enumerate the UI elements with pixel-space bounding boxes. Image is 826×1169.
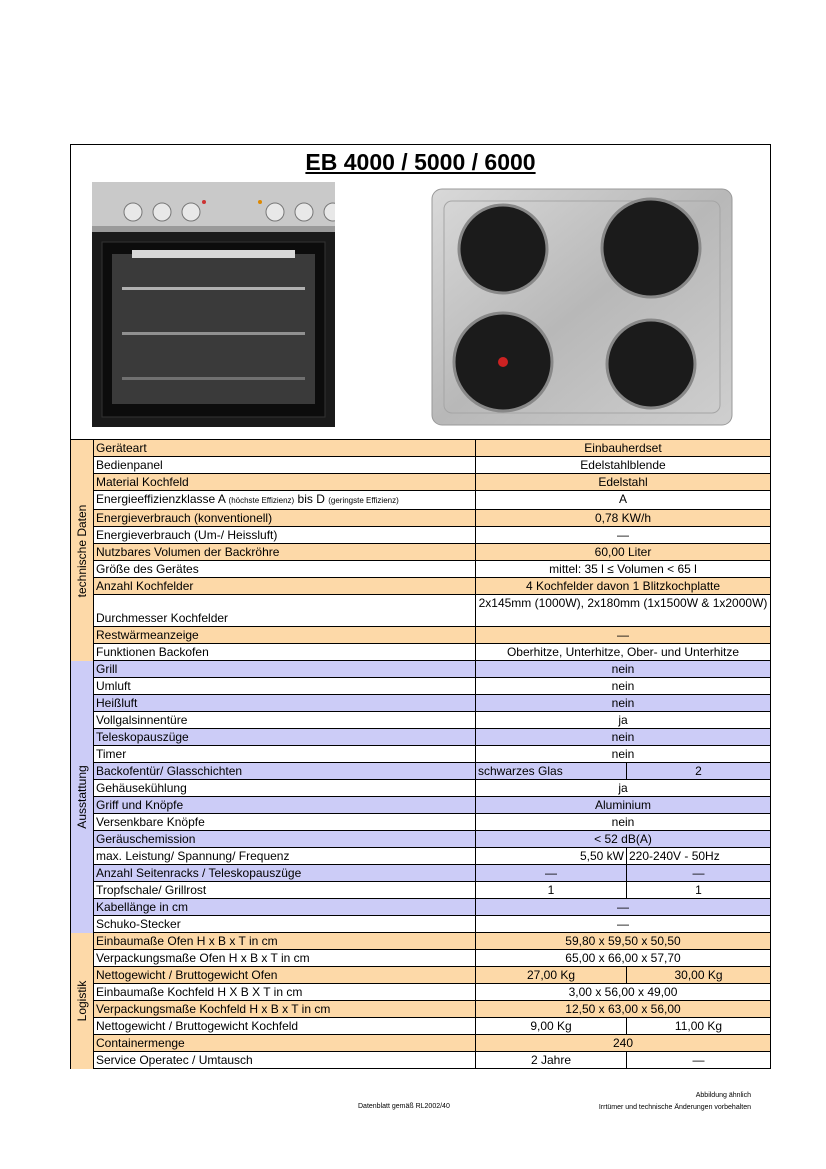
table-row <box>94 848 770 865</box>
section-logistics <box>70 933 770 1069</box>
row-value-secondary: 1 <box>695 883 702 897</box>
oven-image <box>92 182 335 427</box>
title-area <box>71 145 770 440</box>
row-label: Heißluft <box>94 695 476 711</box>
row-value-split <box>476 848 770 864</box>
row-label: Kabellänge in cm <box>94 899 476 915</box>
row-label: Funktionen Backofen <box>94 644 476 660</box>
row-value: < 52 dB(A) <box>594 832 652 846</box>
section-equipment <box>70 661 770 933</box>
row-label: Durchmesser Kochfelder <box>94 595 476 626</box>
row-value: 59,80 x 59,50 x 50,50 <box>565 934 681 948</box>
row-label: Nettogewicht / Bruttogewicht Kochfeld <box>94 1018 476 1034</box>
row-value: mittel: 35 l ≤ Volumen < 65 l <box>549 562 697 576</box>
row-value-split <box>476 1018 770 1034</box>
row-value-primary: 27,00 Kg <box>476 967 627 983</box>
row-label <box>94 491 476 509</box>
table-row <box>94 899 770 916</box>
row-value: nein <box>611 815 635 829</box>
row-value: 240 <box>612 1036 634 1050</box>
row-label: Größe des Gerätes <box>94 561 476 577</box>
row-label: Timer <box>94 746 476 762</box>
table-row <box>94 544 770 561</box>
section-label-logistics <box>71 933 94 1069</box>
table-row <box>94 561 770 578</box>
table-row <box>94 780 770 797</box>
row-value-primary: 2 Jahre <box>476 1052 627 1068</box>
section-label-technical <box>71 440 94 661</box>
table-row <box>94 627 770 644</box>
row-label: Material Kochfeld <box>94 474 476 490</box>
table-row <box>94 1035 770 1052</box>
row-label: Verpackungsmaße Ofen H x B x T in cm <box>94 950 476 966</box>
row-label: Anzahl Seitenracks / Teleskopauszüge <box>94 865 476 881</box>
row-value: ja <box>618 713 628 727</box>
table-row <box>94 595 770 627</box>
row-label: Einbaumaße Kochfeld H X B X T in cm <box>94 984 476 1000</box>
row-label: Nutzbares Volumen der Backröhre <box>94 544 476 560</box>
row-value-primary: 5,50 kW <box>476 848 627 864</box>
row-value: Einbauherdset <box>584 441 662 455</box>
table-row <box>94 510 770 527</box>
row-value: nein <box>611 662 635 676</box>
table-row <box>94 644 770 661</box>
row-value: — <box>617 917 629 931</box>
table-row <box>94 882 770 899</box>
row-label: Energieverbrauch (konventionell) <box>94 510 476 526</box>
row-label: Verpackungsmaße Kochfeld H x B x T in cm <box>94 1001 476 1017</box>
row-label: Energieverbrauch (Um-/ Heissluft) <box>94 527 476 543</box>
row-value: — <box>617 900 629 914</box>
row-label: Umluft <box>94 678 476 694</box>
table-row <box>94 440 770 457</box>
row-value-split <box>476 882 770 898</box>
row-value: Edelstahlblende <box>580 458 666 472</box>
row-value: A <box>618 492 627 506</box>
row-label: Containermenge <box>94 1035 476 1051</box>
row-value-secondary: 2 <box>695 764 702 778</box>
hob-image <box>430 187 734 427</box>
row-label-part: bis D <box>294 492 329 506</box>
row-value-secondary: — <box>692 866 705 880</box>
row-value: nein <box>611 747 635 761</box>
row-label: Einbaumaße Ofen H x B x T in cm <box>94 933 476 949</box>
section-label-text: Ausstattung <box>75 765 89 829</box>
row-label: Backofentür/ Glasschichten <box>94 763 476 779</box>
table-row <box>94 814 770 831</box>
row-label: Griff und Knöpfe <box>94 797 476 813</box>
table-row <box>94 950 770 967</box>
row-value: 0,78 KW/h <box>594 511 652 525</box>
datasheet <box>70 144 771 1069</box>
table-row <box>94 712 770 729</box>
row-value-secondary: — <box>692 1053 705 1067</box>
section-label-equipment <box>71 661 94 933</box>
row-value: 60,00 Liter <box>594 545 652 559</box>
table-row <box>94 678 770 695</box>
section-label-text: technische Daten <box>75 504 89 597</box>
row-value-split <box>476 865 770 881</box>
row-value-primary: 1 <box>476 882 627 898</box>
row-label: Bedienpanel <box>94 457 476 473</box>
table-row <box>94 916 770 933</box>
row-label: Tropfschale/ Grillrost <box>94 882 476 898</box>
row-value: ja <box>618 781 628 795</box>
table-row <box>94 746 770 763</box>
table-row <box>94 661 770 678</box>
row-value-secondary: 11,00 Kg <box>674 1019 723 1033</box>
table-row <box>94 695 770 712</box>
row-label: Grill <box>94 661 476 677</box>
row-label-part: (höchste Effizienz) <box>228 496 295 505</box>
row-value: 4 Kochfelder davon 1 Blitzkochplatte <box>525 579 721 593</box>
row-value-secondary: 220-240V - 50Hz <box>629 849 720 863</box>
row-label: Vollgalsinnentüre <box>94 712 476 728</box>
row-value-primary: schwarzes Glas <box>476 763 627 779</box>
row-label: Service Operatec / Umtausch <box>94 1052 476 1068</box>
row-value-split <box>476 763 770 779</box>
row-value-secondary: 30,00 Kg <box>674 968 723 982</box>
page-title: EB 4000 / 5000 / 6000 <box>305 149 536 175</box>
row-label: max. Leistung/ Spannung/ Frequenz <box>94 848 476 864</box>
row-value: 65,00 x 66,00 x 57,70 <box>565 951 681 965</box>
table-row <box>94 578 770 595</box>
row-label: Geräteart <box>94 440 476 456</box>
row-value: nein <box>611 730 635 744</box>
row-value: 2x145mm (1000W), 2x180mm (1x1500W & 1x2000W) <box>478 596 768 610</box>
row-value: Oberhitze, Unterhitze, Ober- und Unterhitze <box>506 645 740 659</box>
table-row <box>94 763 770 780</box>
table-row <box>94 797 770 814</box>
row-value: nein <box>611 679 635 693</box>
table-row <box>94 984 770 1001</box>
row-value-primary: 9,00 Kg <box>476 1018 627 1034</box>
row-label: Restwärmeanzeige <box>94 627 476 643</box>
row-label-part: Energieeffizienzklasse A <box>96 492 229 506</box>
row-label-part: (geringste Effizienz) <box>328 496 399 505</box>
row-label: Gehäusekühlung <box>94 780 476 796</box>
row-value: 3,00 x 56,00 x 49,00 <box>568 985 678 999</box>
table-row <box>94 457 770 474</box>
row-label: Versenkbare Knöpfe <box>94 814 476 830</box>
table-row <box>94 967 770 984</box>
section-label-text: Logistik <box>75 980 89 1022</box>
table-row <box>94 933 770 950</box>
table-row <box>94 491 770 510</box>
table-row <box>94 831 770 848</box>
footer-disclaimer: Abbildung ähnlich Irrtümer und technische Änderungen vorbehalten <box>598 1092 751 1111</box>
table-row <box>94 865 770 882</box>
row-value-split <box>476 1052 770 1068</box>
row-label: Nettogewicht / Bruttogewicht Ofen <box>94 967 476 983</box>
table-row <box>94 729 770 746</box>
section-technical <box>70 440 770 661</box>
row-label: Geräuschemission <box>94 831 476 847</box>
row-label: Teleskopauszüge <box>94 729 476 745</box>
row-value-split <box>476 967 770 983</box>
row-value: Edelstahl <box>598 475 648 489</box>
table-row <box>94 1018 770 1035</box>
table-row <box>94 527 770 544</box>
row-value: — <box>617 628 629 642</box>
table-row <box>94 1052 770 1069</box>
row-value: Aluminium <box>594 798 651 812</box>
row-value: 12,50 x 63,00 x 56,00 <box>565 1002 681 1016</box>
row-label: Schuko-Stecker <box>94 916 476 932</box>
footer-regulation-note: Datenblatt gemäß RL2002/40 <box>358 1103 450 1110</box>
row-label: Anzahl Kochfelder <box>94 578 476 594</box>
row-value: — <box>617 528 629 542</box>
row-value: nein <box>611 696 635 710</box>
table-row <box>94 1001 770 1018</box>
row-value-primary: — <box>476 865 627 881</box>
table-row <box>94 474 770 491</box>
